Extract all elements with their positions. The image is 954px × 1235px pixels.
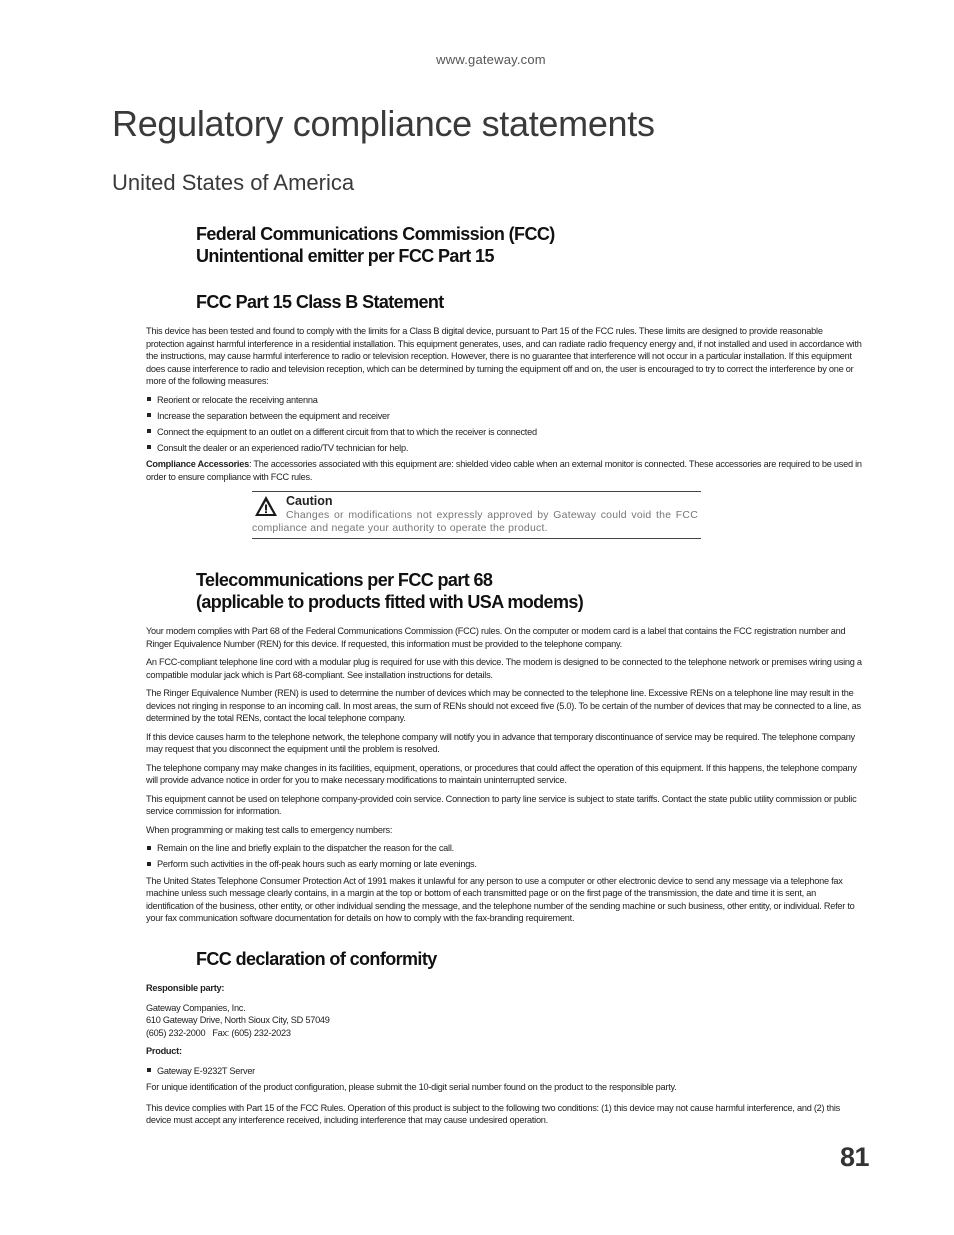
- fcc68-paragraph: If this device causes harm to the telephone network, the telephone company will notify you in advance that temporary discontinuance of service may be required. The telephone company may request that you disconnect the equipment until the problem is resolved.: [146, 731, 855, 754]
- list-item: Remain on the line and briefly explain to the dispatcher the reason for the call.: [146, 842, 862, 855]
- fcc68-paragraph: The telephone company may make changes in its facilities, equipment, operations, or procedures that could affect the operation of this equipment. If this happens, the telephone company will provide advance notice in order for you to make necessary modifications to maintain uninterrupted service.: [146, 762, 857, 785]
- conformity-body: [146, 982, 862, 1133]
- product-list: [146, 1065, 862, 1078]
- fcc-part15-heading-line2: Unintentional emitter per FCC Part 15: [196, 246, 494, 266]
- section-title: United States of America: [112, 170, 355, 195]
- fcc-part68-heading-line2: (applicable to products fitted with USA modems): [196, 592, 584, 612]
- responsible-party-label: Responsible party:: [146, 983, 225, 993]
- fcc-part68-heading-line1: Telecommunications per FCC part 68: [196, 570, 493, 590]
- caution-text: Changes or modifications not expressly approved by Gateway could void the FCC compliance and negate your authority to operate the product.: [252, 509, 698, 534]
- class-b-heading: FCC Part 15 Class B Statement: [196, 292, 444, 312]
- part15-paragraph: This device complies with Part 15 of the FCC Rules. Operation of this product is subject to the following two conditions: (1) this device may not cause harmful interference, and (2) this device must accept any interference received, including interference that may cause undesired operation.: [146, 1102, 840, 1125]
- measures-list: [146, 394, 862, 455]
- fcc-part15-heading: [196, 223, 555, 267]
- compliance-accessories-label: Compliance Accessories: [146, 459, 249, 469]
- fcc-part68-heading: [196, 569, 583, 613]
- fcc68-paragraph: An FCC-compliant telephone line cord with a modular plug is required for use with this device. The modem is designed to be connected to the telephone network or premises wiring using a compatible modular jack which is Part 68-compliant. See installation instructions for details.: [146, 657, 862, 680]
- tcpa-paragraph: The United States Telephone Consumer Protection Act of 1991 makes it unlawful for any person to use a computer or other electronic device to send any message via a telephone fax machine unless such message clearly contains, in a margin at the top or bottom of each transmitted page or on the first page of the transmission, the date and time it is sent, an identification of the business, other entity, or other individual sending the message, and the telephone number of the sending machine or such business, other entity, or individual. Refer to your fax communication software documentation for details on how to comply with the fax-branding requirement.: [146, 875, 855, 923]
- fcc-part15-heading-line1: Federal Communications Commission (FCC): [196, 224, 555, 244]
- fcc15-body: [146, 325, 862, 489]
- list-item: Perform such activities in the off-peak hours such as early morning or late evenings.: [146, 858, 862, 871]
- product-label: Product:: [146, 1046, 182, 1056]
- site-url: www.gateway.com: [436, 52, 546, 67]
- fcc68-paragraph: When programming or making test calls to emergency numbers:: [146, 824, 393, 835]
- fcc15-paragraph: This device has been tested and found to comply with the limits for a Class B digital device, pursuant to Part 15 of the FCC rules. These limits are designed to provide reasonable protection against harmful interference in a residential installation. This equipment generates, uses, and can radiate radio frequency energy and, if not installed and used in accordance with the instructions, may cause harmful interference to radio or television reception. However, there is no guarantee that interference will not occur in a particular installation. If this equipment does cause interference to radio and television reception, which can be determined by turning the equipment off and on, the user is encouraged to try to correct the interference by one or more of the following measures:: [146, 326, 862, 386]
- responsible-party-address: [146, 1002, 862, 1040]
- caution-box: [252, 491, 701, 539]
- list-item: Consult the dealer or an experienced radio/TV technician for help.: [146, 442, 862, 455]
- address-line: (605) 232-2000 Fax: (605) 232-2023: [146, 1027, 291, 1038]
- list-item: Gateway E-9232T Server: [146, 1065, 862, 1078]
- emergency-list: [146, 842, 862, 871]
- compliance-accessories-text: : The accessories associated with this equipment are: shielded video cable when an external monitor is connected. These accessories are required to be used in order to ensure compliance with FCC rules.: [146, 459, 862, 482]
- address-line: 610 Gateway Drive, North Sioux City, SD 57049: [146, 1015, 330, 1025]
- list-item: Increase the separation between the equipment and receiver: [146, 410, 862, 423]
- page-title: Regulatory compliance statements: [112, 103, 655, 144]
- list-item: Reorient or relocate the receiving antenna: [146, 394, 862, 407]
- address-line: Gateway Companies, Inc.: [146, 1002, 246, 1013]
- conformity-heading: FCC declaration of conformity: [196, 949, 437, 969]
- page-number: 81: [840, 1142, 870, 1172]
- serial-paragraph: For unique identification of the product configuration, please submit the 10-digit serial number found on the product to the responsible party.: [146, 1082, 677, 1092]
- compliance-accessories: [146, 458, 862, 483]
- list-item: Connect the equipment to an outlet on a different circuit from that to which the receiver is connected: [146, 426, 862, 439]
- fcc68-body: [146, 625, 862, 931]
- caution-title: Caution: [286, 494, 333, 508]
- fcc68-paragraph: Your modem complies with Part 68 of the Federal Communications Commission (FCC) rules. On the computer or modem card is a label that contains the FCC registration number and Ringer Equivalence Number (REN) for this device. If requested, this information must be provided to the telephone company.: [146, 626, 846, 649]
- fcc68-paragraph: This equipment cannot be used on telephone company-provided coin service. Connection to party line service is subject to state tariffs. Contact the state public utility commission or public service commission for information.: [146, 793, 857, 816]
- fcc68-paragraph: The Ringer Equivalence Number (REN) is used to determine the number of devices which may be connected to the telephone line. Excessive RENs on a telephone line may result in the devices not ringing in response to an incoming call. In most areas, the sum of RENs should not exceed five (5.0). To be certain of the number of devices that may be connected to a line, as determined by the total RENs, contact the local telephone company.: [146, 688, 861, 723]
